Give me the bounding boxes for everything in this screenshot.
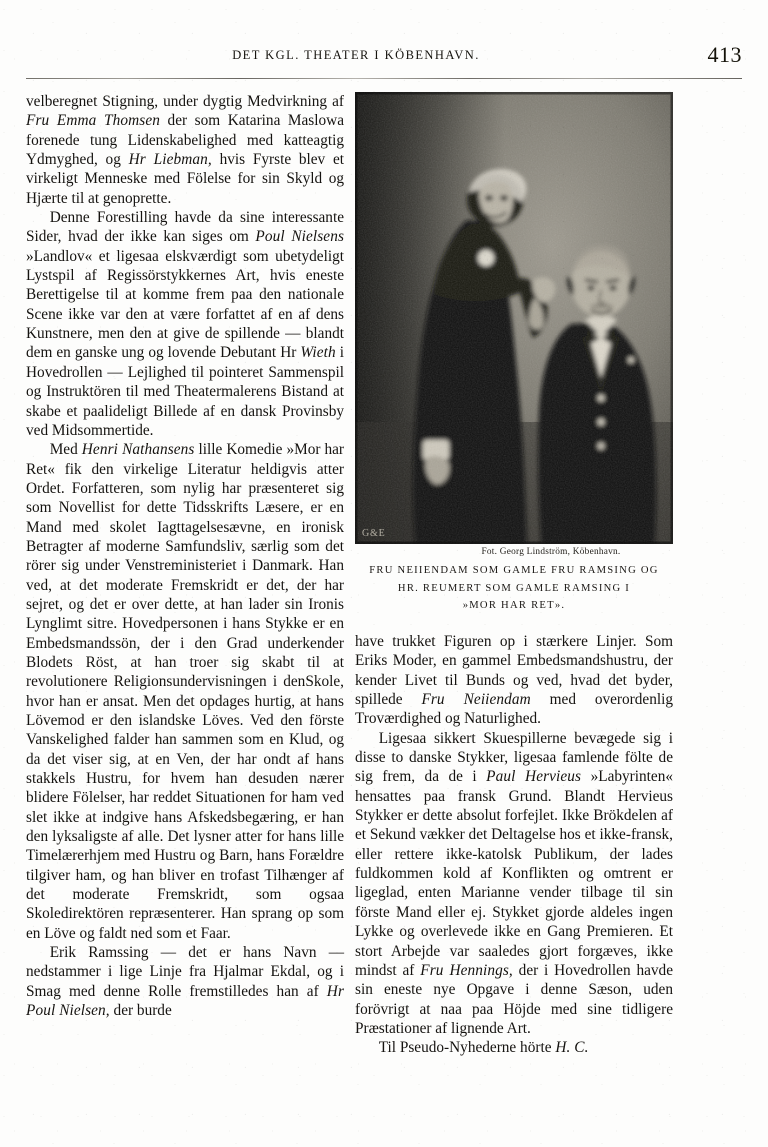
emphasised-name: Hr Poul Nielsen, <box>26 982 344 1020</box>
caption-line-2: HR. REUMERT SOM GAMLE RAMSING I <box>397 582 631 594</box>
photograph-halftone <box>355 92 673 544</box>
text-run: Med <box>49 441 82 459</box>
paragraph <box>355 1038 673 1057</box>
engraver-mark: G&E <box>362 528 386 539</box>
emphasised-name: Poul Nielsens <box>255 228 344 246</box>
paragraph <box>26 92 344 208</box>
text-run: der burde <box>109 1002 172 1020</box>
running-head-title: DET KGL. THEATER I KÖBENHAVN. <box>232 48 480 62</box>
paragraph <box>26 208 344 440</box>
paragraph <box>355 632 673 729</box>
emphasised-name: Fru Emma Thomsen <box>26 112 160 130</box>
text-run: Ligesaa sikkert Skuespillerne bevægede sig i disse to danske Stykker, ligesaa famlende fölte de sig frem, da de i <box>355 729 673 786</box>
page-number: 413 <box>707 42 742 67</box>
caption-line-1: FRU NEIIENDAM SOM GAMLE FRU RAMSING OG <box>369 565 659 576</box>
emphasised-name: Fru Hennings, <box>420 961 513 979</box>
paragraph <box>26 440 344 943</box>
emphasised-name: Paul Hervieus <box>486 768 582 786</box>
text-run: Til Pseudo-Nyhederne hörte <box>378 1039 556 1057</box>
body-text-right-column <box>355 632 673 1058</box>
text-run: velberegnet Stigning, under dygtig Medvirkning af <box>26 93 344 110</box>
header-rule <box>26 78 742 79</box>
emphasised-name: Hr Liebman, <box>128 151 212 169</box>
stage-photograph <box>355 92 673 544</box>
text-run: Erik Ramssing — det er hans Navn — nedstammer i lige Linje fra Hjalmar Ekdal, og i Smag med denne Rolle fremstilledes han af <box>26 944 344 1000</box>
text-run: have trukket Figuren op i stærkere Linjer. Som Eriks Moder, en gammel Embedsmandshustru, der kender Livet til Bunds og ved, hvad det byder, spillede <box>355 633 673 709</box>
caption-line-3: »MOR HAR RET». <box>462 600 566 612</box>
emphasised-name: Henri Nathansens <box>81 441 195 459</box>
text-run: »Labyrinten« hensattes paa fransk Grund. Blandt Hervieus Stykker er dette absolut forfejlet. Ikke Brökdelen af et Sekund vækker det Deltagelse hos et ikke-fransk, eller rettere ikke-katolsk Publikum, der lades fuldkommen kold af Konflikten og omtrent er ligeglad, enten Marianne vender tilbage til sin förste Mand eller ej. Stykket gjorde aldeles ingen Lykke og overlevede ikke en Gang Premieren. Et stort Arbejde var saaledes gjort forgæves, ikke mindst af <box>355 768 673 979</box>
paragraph <box>26 943 344 1020</box>
paragraph <box>355 729 673 1039</box>
text-run: lille Komedie »Mor har Ret« fik den virkelige Literatur heldigvis atter Ordet. Forfatteren, som nylig har præsenteret sig som Novellist for dette Tidsskrifts Læsere, er en Mand med skolet Iagttagelsesævne, en ironisk Betragter af moderne Samfundsliv, særlig som det rörer sig under Venstreministeriet i Danmark. Han ved, at det moderate Fremskridt er det, der har sejret, og det er over dette, at han lader sin Ironis Lynglimt sitre. Hovedpersonen i hans Stykke er en Embedsmandssön, der i den Grad underkender Blodets Röst, at han troer sig skabt til at revolutionere Religionsundervisningen i denSkole, hvor han er ansat. Men det opdages hurtig, at hans Lövemod er den islandske Löves. Ved den förste Vanskelighed falder han sammen som en Klud, og da det viser sig, at en Ven, der har ondt af hans stakkels Hustru, for hvem han desuden nærer blidere Fölelser, har reddet Situationen for ham ved slet ikke at indgive hans Afskedsbegæring, er han den lyksaligste af alle. Det lysner atter for hans lille Timelærerhjem med Hustru og Barn, hans Forældre tilgiver ham, og han bliver en trofast Tilhænger af det moderate Fremskridt, som ogsaa Skoledirektören repræsenterer. Han sprang op som en Löve og faldt ned som et Faar. <box>26 441 344 942</box>
text-run: »Landlov« et ligesaa elskværdigt som ubetydeligt Lystspil af Regissörstykkernes Art, hvis eneste Berettigelse til at komme frem paa den nationale Scene ikke var den at være forfattet af en af dens Kunstnere, men den at give de spillende — blandt dem en ganske ung og lovende Debutant Hr <box>26 247 344 362</box>
emphasised-name: Wieth <box>300 344 336 362</box>
figure-caption <box>355 562 673 615</box>
text-run: der i Hovedrollen havde sin eneste nye Opgave i denne Sæson, uden forövrigt at naa paa Höjde med sine tidligere Præstationer af lignende Art. <box>355 961 673 1037</box>
text-run: med overordenlig Troværdighed og Naturlighed. <box>355 691 674 728</box>
text-run: hvis Fyrste blev et virkeligt Menneske med Fölelse for sin Skyld og Hjærte til at genoprette. <box>26 151 345 207</box>
running-head <box>26 42 742 78</box>
text-run: der som Katarina Maslowa forenede tung Lidenskabelighed med katteagtig Ydmyghed, og <box>26 112 344 169</box>
emphasised-name: Fru Neiiendam <box>421 691 531 709</box>
text-run: i Hovedrollen — Lejlighed til pointeret Sammenspil og Instruktören til med Theatermalerens Bistand at skabe et paalideligt Billede af en dansk Provinsby ved Midsommertide. <box>26 344 344 439</box>
body-text-left-column <box>26 92 344 1021</box>
text-run: Denne Forestilling havde da sine interessante Sider, hvad der ikke kan siges om <box>26 209 344 246</box>
emphasised-name: H. C. <box>555 1039 589 1057</box>
photo-credit: Fot. Georg Lindström, Köbenhavn. <box>481 547 621 557</box>
